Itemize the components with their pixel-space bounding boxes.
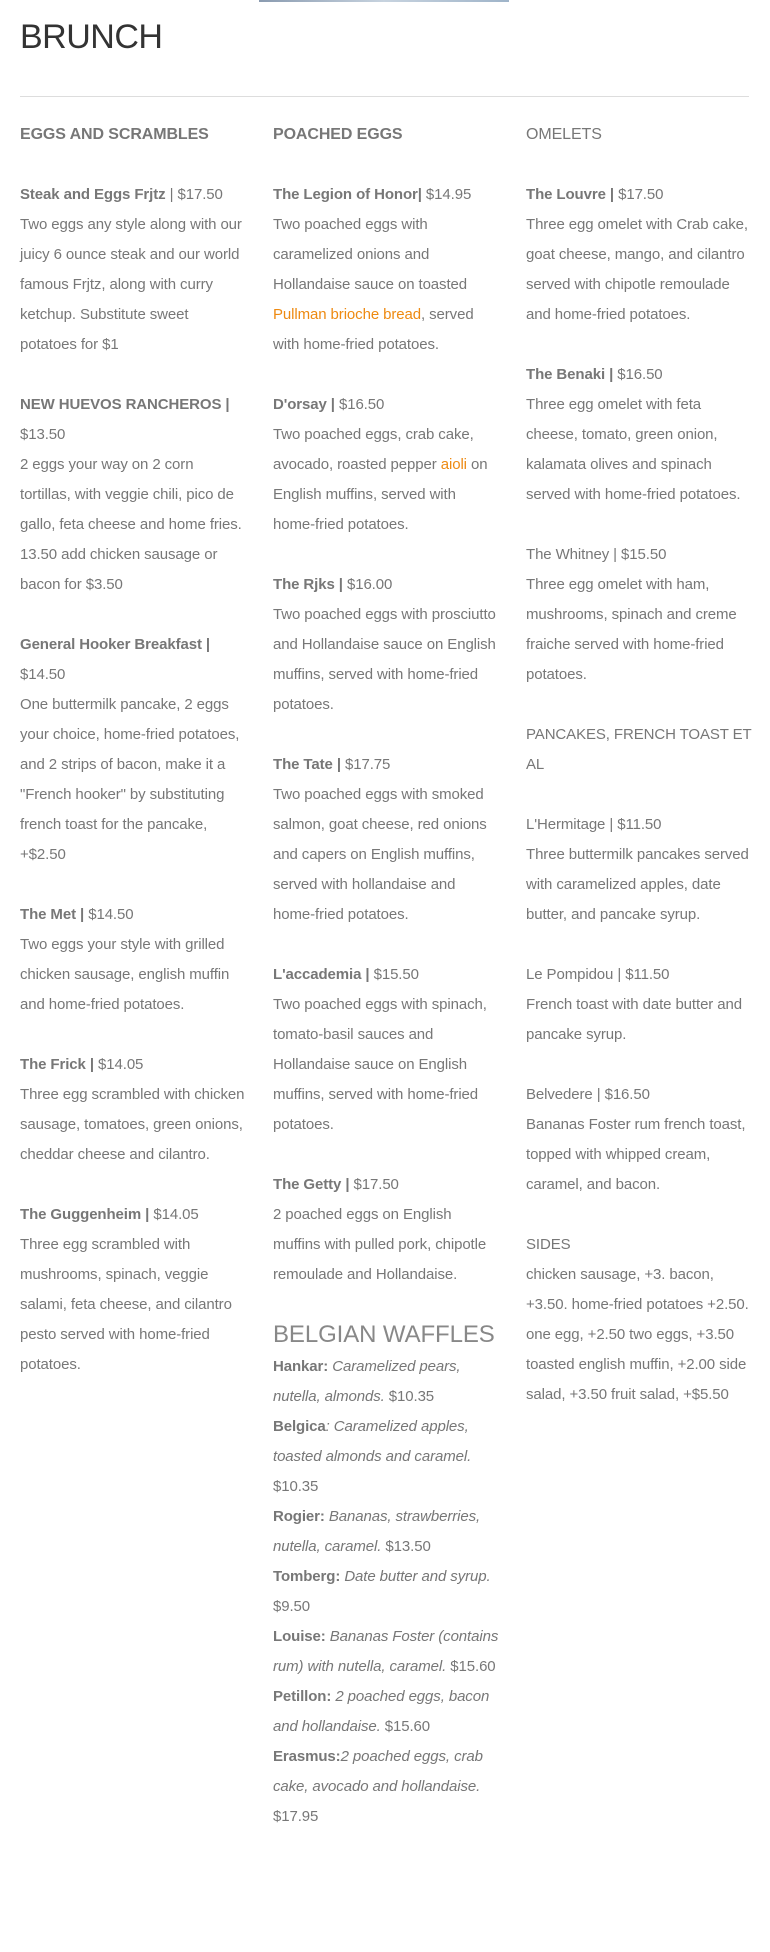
menu-item-price: $16.00 bbox=[342, 576, 393, 593]
menu-item-description bbox=[273, 990, 499, 1140]
waffle-item bbox=[273, 1742, 499, 1832]
menu-item-title bbox=[526, 360, 752, 390]
menu-item-name: The Met | bbox=[20, 906, 85, 923]
description-text: , served with home-fried potatoes. bbox=[273, 306, 474, 353]
waffle-name: Hankar: bbox=[273, 1358, 329, 1375]
waffle-price: $10.35 bbox=[384, 1388, 435, 1405]
hero-image-edge bbox=[259, 0, 509, 2]
pancake-name-price: Belvedere | $16.50 bbox=[526, 1086, 650, 1103]
waffle-description: 2 poached eggs, crab cake, avocado and hollandaise. bbox=[273, 1748, 483, 1795]
menu-item-description bbox=[273, 1200, 499, 1290]
menu-item-description bbox=[526, 570, 752, 690]
waffle-name: Belgica bbox=[273, 1418, 326, 1435]
menu-item bbox=[273, 1170, 499, 1290]
waffle-price: $9.50 bbox=[273, 1598, 311, 1615]
waffle-name: Rogier: bbox=[273, 1508, 325, 1525]
menu-item-title bbox=[273, 180, 499, 210]
waffle-list bbox=[273, 1352, 499, 1832]
menu-item-name: The Rjks | bbox=[273, 576, 343, 593]
menu-item bbox=[273, 180, 499, 360]
menu-item-description bbox=[20, 690, 246, 870]
description-text: Three egg scrambled with mushrooms, spinach, veggie salami, feta cheese, and cilantro pesto served with home-fried potatoes. bbox=[20, 1236, 232, 1373]
menu-item-name: General Hooker Breakfast | bbox=[20, 636, 211, 653]
menu-item-name: The Benaki | bbox=[526, 366, 614, 383]
menu-item-price: $17.75 bbox=[340, 756, 391, 773]
menu-item-title bbox=[273, 390, 499, 420]
description-text: Three egg omelet with Crab cake, goat cheese, mango, and cilantro served with chipotle remoulade and home-fried potatoes. bbox=[526, 216, 748, 323]
section-heading: OMELETS bbox=[526, 126, 602, 143]
menu-item-price: $14.05 bbox=[93, 1056, 144, 1073]
menu-item-description bbox=[526, 390, 752, 510]
menu-item-title bbox=[20, 900, 246, 930]
menu-item bbox=[273, 570, 499, 720]
menu-item-description bbox=[20, 450, 246, 600]
menu-item-description bbox=[20, 930, 246, 1020]
waffle-description: 2 poached eggs, bacon and hollandaise. bbox=[273, 1688, 490, 1735]
menu-item-price: $16.50 bbox=[613, 366, 663, 383]
menu-item-title bbox=[273, 960, 499, 990]
menu-item bbox=[273, 750, 499, 930]
column-poached-eggs bbox=[273, 120, 499, 1832]
description-text: 2 eggs your way on 2 corn tortillas, with veggie chili, pico de gallo, feta cheese and home fries. 13.50 add chicken sausage or bacon for $3.50 bbox=[20, 456, 242, 593]
description-text: One buttermilk pancake, 2 eggs your choice, home-fried potatoes, and 2 strips of bacon, make it a "French hooker" by substituting french toast for the pancake, +$2.50 bbox=[20, 696, 240, 863]
menu-item bbox=[526, 180, 752, 330]
page-title: BRUNCH bbox=[20, 18, 163, 56]
menu-item-name: Steak and Eggs Frjtz bbox=[20, 186, 166, 203]
waffle-name: Tomberg: bbox=[273, 1568, 341, 1585]
waffle-item bbox=[273, 1682, 499, 1742]
menu-item-title bbox=[273, 750, 499, 780]
menu-item-title bbox=[20, 630, 246, 690]
menu-item-name: L'accademia | bbox=[273, 966, 370, 983]
waffle-description: Caramelized pears, nutella, almonds. bbox=[273, 1358, 461, 1405]
description-text: Three egg scrambled with chicken sausage, tomatoes, green onions, cheddar cheese and cilantro. bbox=[20, 1086, 245, 1163]
divider bbox=[20, 96, 749, 97]
waffle-item bbox=[273, 1622, 499, 1682]
menu-item-name: The Guggenheim | bbox=[20, 1206, 150, 1223]
menu-item-description bbox=[20, 1230, 246, 1380]
pancake-item bbox=[526, 810, 752, 930]
menu-item bbox=[20, 1200, 246, 1380]
pancake-description: Three buttermilk pancakes served with caramelized apples, date butter, and pancake syrup. bbox=[526, 846, 749, 923]
menu-item-title bbox=[273, 1170, 499, 1200]
menu-item-description bbox=[273, 780, 499, 930]
menu-item bbox=[20, 390, 246, 600]
ingredient-link[interactable]: Pullman brioche bread bbox=[273, 306, 421, 323]
menu-item-title bbox=[20, 1050, 246, 1080]
waffle-description: Date butter and syrup. bbox=[340, 1568, 491, 1585]
menu-item-name: The Legion of Honor| bbox=[273, 186, 422, 203]
menu-item bbox=[20, 900, 246, 1020]
menu-item bbox=[273, 960, 499, 1140]
column-omelets bbox=[526, 120, 752, 1410]
description-text: Two poached eggs with spinach, tomato-basil sauces and Hollandaise sauce on English muffins, served with home-fried potatoes. bbox=[273, 996, 487, 1133]
description-text: Two eggs your style with grilled chicken sausage, english muffin and home-fried potatoes. bbox=[20, 936, 230, 1013]
description-text: Two poached eggs, crab cake, avocado, roasted pepper bbox=[273, 426, 474, 473]
waffle-price: $10.35 bbox=[273, 1478, 319, 1495]
menu-item-name: The Louvre | bbox=[526, 186, 615, 203]
menu-item-price: $15.50 bbox=[616, 546, 667, 563]
waffle-item bbox=[273, 1412, 499, 1502]
menu-item bbox=[526, 540, 752, 690]
menu-item-price: | $17.50 bbox=[165, 186, 223, 203]
description-text: Two poached eggs with caramelized onions and Hollandaise sauce on toasted bbox=[273, 216, 468, 293]
menu-item bbox=[526, 360, 752, 510]
menu-item bbox=[20, 630, 246, 870]
pancake-name-price: Le Pompidou | $11.50 bbox=[526, 966, 670, 983]
sides-text: chicken sausage, +3. bacon, +3.50. home-fried potatoes +2.50. one egg, +2.50 two eggs, +3.50 toasted english muffin, +2.00 side salad, +3.50 fruit salad, +$5.50 bbox=[526, 1266, 749, 1403]
pancake-item bbox=[526, 1080, 752, 1200]
waffle-description: : Caramelized apples, toasted almonds and caramel. bbox=[273, 1418, 472, 1465]
waffle-price: $13.50 bbox=[381, 1538, 431, 1555]
description-text: Three egg omelet with ham, mushrooms, spinach and creme fraiche served with home-fried potatoes. bbox=[526, 576, 737, 683]
belgian-waffles-heading: BELGIAN WAFFLES bbox=[273, 1321, 495, 1348]
ingredient-link[interactable]: aioli bbox=[440, 456, 467, 473]
waffle-item bbox=[273, 1562, 499, 1622]
menu-item-price: $16.50 bbox=[334, 396, 385, 413]
waffle-description: Bananas Foster (contains rum) with nutella, caramel. bbox=[273, 1628, 499, 1675]
waffle-item bbox=[273, 1502, 499, 1562]
description-text: 2 poached eggs on English muffins with pulled pork, chipotle remoulade and Hollandaise. bbox=[273, 1206, 487, 1283]
section-heading: POACHED EGGS bbox=[273, 126, 403, 143]
waffle-price: $17.95 bbox=[273, 1808, 319, 1825]
waffle-price: $15.60 bbox=[446, 1658, 496, 1675]
sides-heading: SIDES bbox=[526, 1236, 571, 1253]
menu-item-name: D'orsay | bbox=[273, 396, 335, 413]
menu-item-price: $17.50 bbox=[614, 186, 664, 203]
menu-item-description bbox=[526, 210, 752, 330]
description-text: Two eggs any style along with our juicy 6 ounce steak and our world famous Frjtz, along with curry ketchup. Substitute sweet potatoes for $1 bbox=[20, 216, 242, 353]
menu-item-description bbox=[20, 210, 246, 360]
waffle-price: $15.60 bbox=[380, 1718, 431, 1735]
menu-item-description bbox=[273, 600, 499, 720]
waffle-description: Bananas, strawberries, nutella, caramel. bbox=[273, 1508, 481, 1555]
menu-item bbox=[273, 390, 499, 540]
menu-item-title bbox=[526, 540, 752, 570]
column-eggs-and-scrambles bbox=[20, 120, 246, 1410]
menu-item-name: NEW HUEVOS RANCHEROS | bbox=[20, 396, 230, 413]
menu-item-title bbox=[20, 180, 246, 210]
menu-item-price: $13.50 bbox=[20, 426, 66, 443]
menu-item bbox=[20, 1050, 246, 1170]
pancakes-heading: PANCAKES, FRENCH TOAST ET AL bbox=[526, 726, 752, 773]
pancake-name-price: L'Hermitage | $11.50 bbox=[526, 816, 662, 833]
menu-item-price: $14.50 bbox=[20, 666, 66, 683]
waffle-name: Petillon: bbox=[273, 1688, 332, 1705]
menu-item-name: The Getty | bbox=[273, 1176, 350, 1193]
menu-item-description bbox=[273, 420, 499, 540]
description-text: Two poached eggs with smoked salmon, goat cheese, red onions and capers on English muffins, served with hollandaise and home-fried potatoes. bbox=[273, 786, 487, 923]
menu-item-name: The Whitney | bbox=[526, 546, 617, 563]
waffle-name: Louise: bbox=[273, 1628, 326, 1645]
menu-item-title bbox=[526, 180, 752, 210]
menu-item-price: $17.50 bbox=[349, 1176, 399, 1193]
menu-item-price: $15.50 bbox=[369, 966, 419, 983]
menu-item-title bbox=[20, 390, 246, 450]
menu-item-name: The Tate | bbox=[273, 756, 341, 773]
pancake-description: French toast with date butter and pancake syrup. bbox=[526, 996, 742, 1043]
menu-item-price: $14.95 bbox=[421, 186, 472, 203]
waffle-item bbox=[273, 1352, 499, 1412]
menu-item-title bbox=[20, 1200, 246, 1230]
menu-item-description bbox=[273, 210, 499, 360]
pancake-item bbox=[526, 960, 752, 1050]
description-text: on English muffins, served with home-fried potatoes. bbox=[273, 456, 488, 533]
section-heading: EGGS AND SCRAMBLES bbox=[20, 126, 209, 143]
menu-item-name: The Frick | bbox=[20, 1056, 94, 1073]
menu-item-price: $14.50 bbox=[84, 906, 134, 923]
menu-item-price: $14.05 bbox=[149, 1206, 199, 1223]
menu-item-title bbox=[273, 570, 499, 600]
waffle-name: Erasmus: bbox=[273, 1748, 341, 1765]
menu-item bbox=[20, 180, 246, 360]
description-text: Two poached eggs with prosciutto and Hollandaise sauce on English muffins, served with home-fried potatoes. bbox=[273, 606, 496, 713]
description-text: Three egg omelet with feta cheese, tomato, green onion, kalamata olives and spinach served with home-fried potatoes. bbox=[526, 396, 741, 503]
pancake-description: Bananas Foster rum french toast, topped with whipped cream, caramel, and bacon. bbox=[526, 1116, 746, 1193]
menu-item-description bbox=[20, 1080, 246, 1170]
